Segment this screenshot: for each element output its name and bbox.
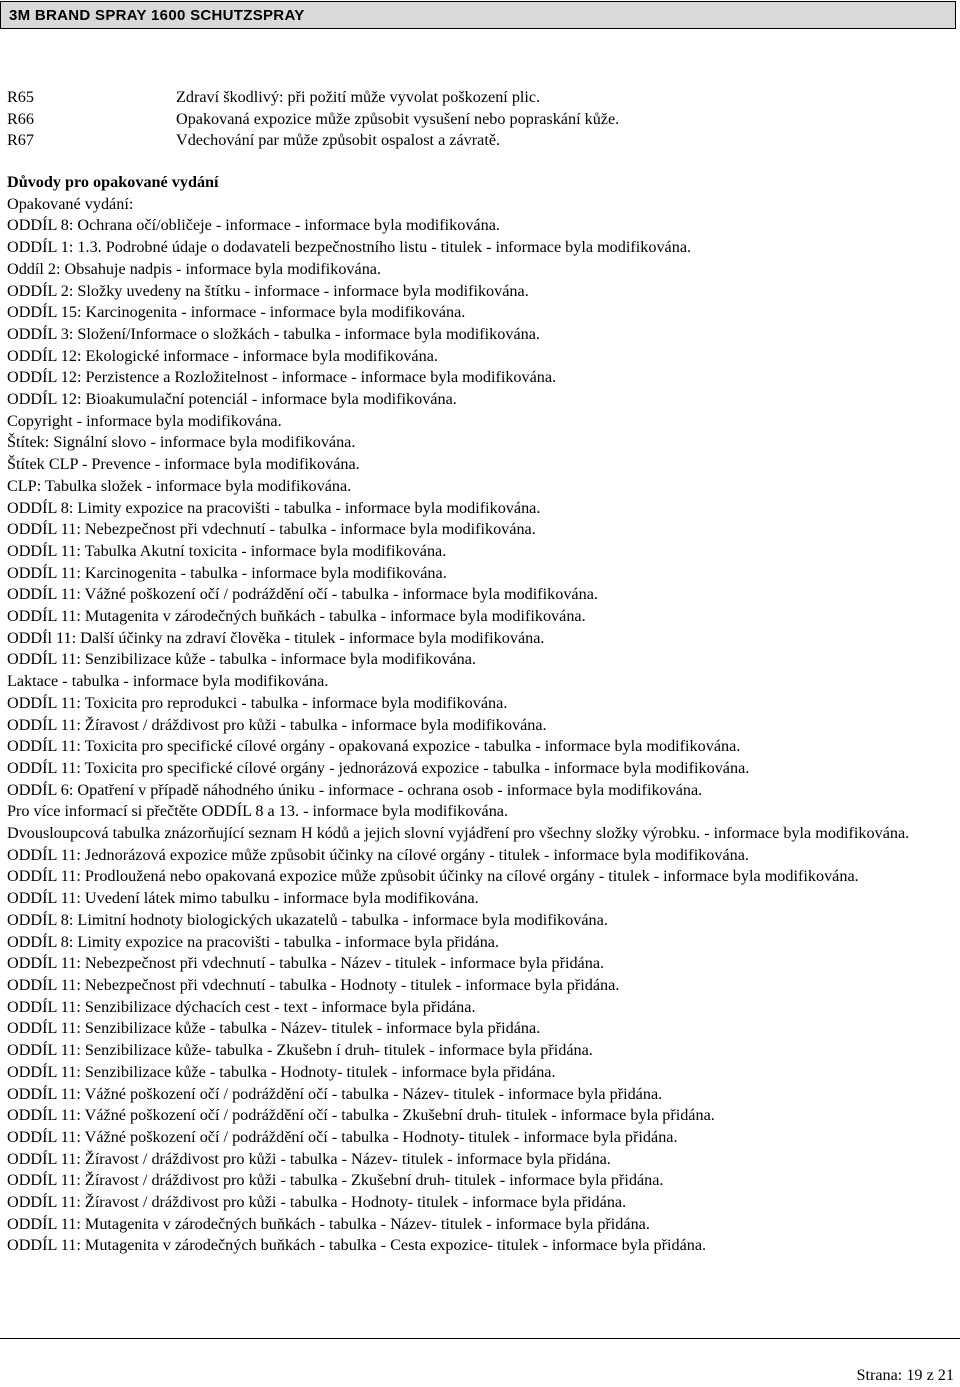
r-phrase-code: R67 [7, 131, 34, 150]
revision-reason-line: ODDÍL 11: Mutagenita v zárodečných buňkách - tabulka - informace byla modifikována. [7, 607, 586, 626]
document-title: 3M BRAND SPRAY 1600 SCHUTZSPRAY [9, 7, 305, 24]
revision-reason-line: ODDÍL 11: Žíravost / dráždivost pro kůži - tabulka - Název- titulek - informace byla přidána. [7, 1149, 611, 1168]
r-phrase-row [7, 109, 947, 131]
revision-reason-line: ODDÍL 11: Senzibilizace kůže - tabulka - Hodnoty- titulek - informace byla přidána. [7, 1062, 556, 1081]
revision-reason-line: Pro více informací si přečtěte ODDÍL 8 a 13. - informace byla modifikována. [7, 802, 509, 821]
revision-reason-line: ODDÍL 11: Vážné poškození očí / podráždění očí - tabulka - informace byla modifikována. [7, 585, 598, 604]
revision-reason-line: Oddíl 2: Obsahuje nadpis - informace byla modifikována. [7, 259, 382, 278]
revision-reason-line: ODDÍL 8: Limity expozice na pracovišti - tabulka - informace byla přidána. [7, 932, 500, 951]
r-phrase-code: R65 [7, 88, 34, 106]
revision-reason-line: ODDÍL 11: Nebezpečnost při vdechnutí - tabulka - Název - titulek - informace byla přidána. [7, 954, 605, 973]
revision-reason-line: ODDÍL 8: Ochrana očí/obličeje - informace - informace byla modifikována. [7, 216, 500, 235]
revision-reason-line: ODDÍL 11: Nebezpečnost při vdechnutí - tabulka - informace byla modifikována. [7, 520, 536, 539]
r-phrase-code: R66 [7, 109, 34, 128]
revision-reason-line: ODDÍL 1: 1.3. Podrobné údaje o dodavateli bezpečnostního listu - titulek - informace byla modifikována. [7, 238, 692, 257]
revision-reason-line: Štítek CLP - Prevence - informace byla modifikována. [7, 455, 360, 474]
revision-reason-line: ODDÍL 11: Toxicita pro specifické cílové orgány - jednorázová expozice - tabulka - informace byla modifikována. [7, 758, 750, 777]
revision-reason-line: ODDÍL 12: Ekologické informace - informace byla modifikována. [7, 346, 438, 365]
revision-reason-line: ODDÍL 11: Uvedení látek mimo tabulku - informace byla modifikována. [7, 889, 479, 908]
page-number: Strana: 19 z 21 [856, 1366, 954, 1384]
revision-reasons-list [7, 194, 947, 1257]
revision-reason-line: ODDÍL 11: Vážné poškození očí / podráždění očí - tabulka - Název- titulek - informace byla přidána. [7, 1084, 663, 1103]
revision-reason-line: ODDÍL 3: Složení/Informace o složkách - tabulka - informace byla modifikována. [7, 324, 540, 343]
revision-reason-line: Dvousloupcová tabulka znázorňující seznam H kódů a jejich slovní vyjádření pro všechny složky výrobku. - informace byla modifikována. [7, 824, 910, 843]
revision-reason-line: ODDÍL 11: Tabulka Akutní toxicita - informace byla modifikována. [7, 541, 447, 560]
revision-reason-line: Laktace - tabulka - informace byla modifikována. [7, 672, 329, 691]
revision-reason-line: Copyright - informace byla modifikována. [7, 411, 282, 430]
revision-reason-line: ODDÍL 11: Senzibilizace kůže - tabulka - informace byla modifikována. [7, 650, 476, 669]
revision-reason-line: ODDÍL 11: Žíravost / dráždivost pro kůži - tabulka - Hodnoty- titulek - informace byla přidána. [7, 1193, 627, 1212]
revision-reason-line: ODDÍL 11: Mutagenita v zárodečných buňkách - tabulka - Název- titulek - informace byla přidána. [7, 1214, 650, 1233]
r-phrase-row [7, 130, 947, 152]
revision-reason-line: ODDÍL 12: Perzistence a Rozložitelnost - informace - informace byla modifikována. [7, 368, 557, 387]
document-header-bar [0, 1, 956, 29]
revision-reason-line: CLP: Tabulka složek - informace byla modifikována. [7, 476, 352, 495]
revision-reason-line: ODDÍL 11: Vážné poškození očí / podráždění očí - tabulka - Zkušební druh- titulek - informace byla přidána. [7, 1106, 715, 1125]
revision-reason-line: ODDÍL 11: Vážné poškození očí / podráždění očí - tabulka - Hodnoty- titulek - informace byla přidána. [7, 1127, 678, 1146]
revision-reason-line: ODDÍl 11: Další účinky na zdraví člověka - titulek - informace byla modifikována. [7, 628, 545, 647]
revision-reason-line: ODDÍL 11: Toxicita pro specifické cílové orgány - opakovaná expozice - tabulka - informace byla modifikována. [7, 737, 741, 756]
revision-reason-line: ODDÍL 11: Jednorázová expozice může způsobit účinky na cílové orgány - titulek - informace byla modifikována. [7, 845, 749, 864]
revision-reason-line: ODDÍL 11: Senzibilizace kůže- tabulka - Zkušebn í druh- titulek - informace byla přidána. [7, 1041, 593, 1060]
r-phrase-text: Vdechování par může způsobit ospalost a závratě. [176, 131, 501, 150]
revision-reason-line: ODDÍL 11: Senzibilizace dýchacích cest - text - informace byla přidána. [7, 997, 476, 1016]
revision-reason-line: ODDÍL 11: Karcinogenita - tabulka - informace byla modifikována. [7, 563, 447, 582]
revision-reason-line: ODDÍL 8: Limity expozice na pracovišti - tabulka - informace byla modifikována. [7, 498, 541, 517]
revision-reason-line: ODDÍL 15: Karcinogenita - informace - informace byla modifikována. [7, 303, 466, 322]
revision-reason-line: ODDÍL 11: Prodloužená nebo opakovaná expozice může způsobit účinky na cílové orgány - titulek - informace byla modifikována. [7, 867, 859, 886]
revision-reason-line: ODDÍL 11: Toxicita pro reprodukci - tabulka - informace byla modifikována. [7, 693, 508, 712]
revision-reason-line: ODDÍL 12: Bioakumulační potenciál - informace byla modifikována. [7, 390, 457, 409]
revision-reason-line: ODDÍL 11: Žíravost / dráždivost pro kůži - tabulka - informace byla modifikována. [7, 715, 547, 734]
revision-reason-line: Opakované vydání: [7, 194, 134, 213]
r-phrases-list [7, 87, 947, 152]
r-phrase-text: Zdraví škodlivý: při požití může vyvolat poškození plic. [176, 88, 541, 106]
revision-reason-line: ODDÍL 11: Žíravost / dráždivost pro kůži - tabulka - Zkušební druh- titulek - informace byla přidána. [7, 1171, 664, 1190]
revision-reason-line: ODDÍL 2: Složky uvedeny na štítku - informace - informace byla modifikována. [7, 281, 529, 300]
revision-reason-line: ODDÍL 8: Limitní hodnoty biologických ukazatelů - tabulka - informace byla modifikována. [7, 910, 608, 929]
revision-reason-line: Štítek: Signální slovo - informace byla modifikována. [7, 433, 356, 452]
revision-reason-line: ODDÍL 6: Opatření v případě náhodného úniku - informace - ochrana osob - informace byla modifikována. [7, 780, 703, 799]
revision-reasons-section [7, 172, 947, 1257]
revision-reason-line: ODDÍL 11: Senzibilizace kůže - tabulka - Název- titulek - informace byla přidána. [7, 1019, 541, 1038]
footer-divider [0, 1338, 960, 1339]
r-phrase-text: Opakovaná expozice může způsobit vysušení nebo popraskání kůže. [176, 109, 620, 128]
revision-reason-line: ODDÍL 11: Mutagenita v zárodečných buňkách - tabulka - Cesta expozice- titulek - informace byla přidána. [7, 1236, 707, 1255]
revision-reasons-title: Důvody pro opakované vydání [7, 173, 219, 191]
revision-reason-line: ODDÍL 11: Nebezpečnost při vdechnutí - tabulka - Hodnoty - titulek - informace byla přidána. [7, 976, 620, 994]
r-phrase-row [7, 87, 947, 109]
